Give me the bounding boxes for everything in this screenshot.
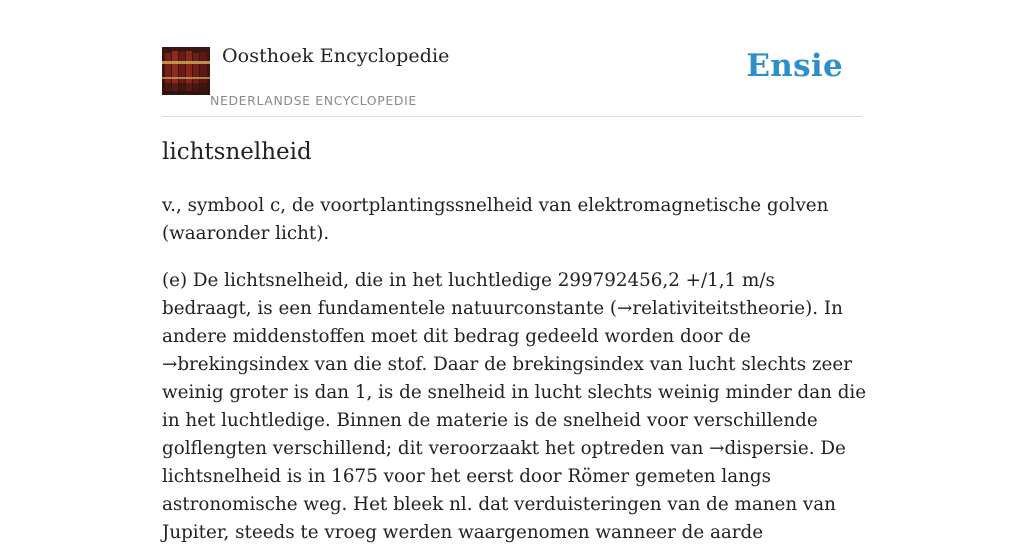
encyclopedia-books-icon[interactable]: [162, 47, 210, 95]
link-relativiteitstheorie[interactable]: →relativiteitstheorie: [617, 298, 806, 319]
entry-body: [162, 267, 867, 547]
source-title[interactable]: Oosthoek Encyclopedie: [222, 45, 450, 67]
ensie-logo[interactable]: Ensie: [746, 48, 843, 84]
entry-title: lichtsnelheid: [162, 139, 312, 165]
body-text-2: ). In andere middenstoffen moet dit bedrag gedeeld worden door de: [162, 298, 843, 347]
link-dispersie[interactable]: →dispersie: [709, 438, 809, 459]
body-text-4: . De lichtsnelheid is in 1675 voor het eerst door Römer gemeten langs astronomische weg. Het bleek nl. dat verduisteringen van de manen van Jupiter, steeds te vroeg werden waargenomen wanneer de aarde: [162, 438, 846, 543]
body-text-1: (e) De lichtsnelheid, die in het luchtledige 299792456,2 +/1,1 m/s bedraagt, is een fundamentele natuurconstante (: [162, 270, 775, 319]
page-container: [162, 0, 867, 543]
site-header: [162, 0, 862, 117]
body-text-3: van die stof. Daar de brekingsindex van lucht slechts zeer weinig groter is dan 1, is de snelheid in lucht slechts weinig minder dan die in het luchtledige. Binnen de materie is de snelheid voor verschillende golflengten verschillend; dit veroorzaakt het optreden van: [162, 354, 867, 459]
link-brekingsindex[interactable]: →brekingsindex: [162, 354, 309, 375]
entry-definition: v., symbool c, de voortplantingssnelheid van elektromagnetische golven (waaronder licht).: [162, 195, 829, 244]
source-subtitle: NEDERLANDSE ENCYCLOPEDIE: [210, 93, 417, 108]
